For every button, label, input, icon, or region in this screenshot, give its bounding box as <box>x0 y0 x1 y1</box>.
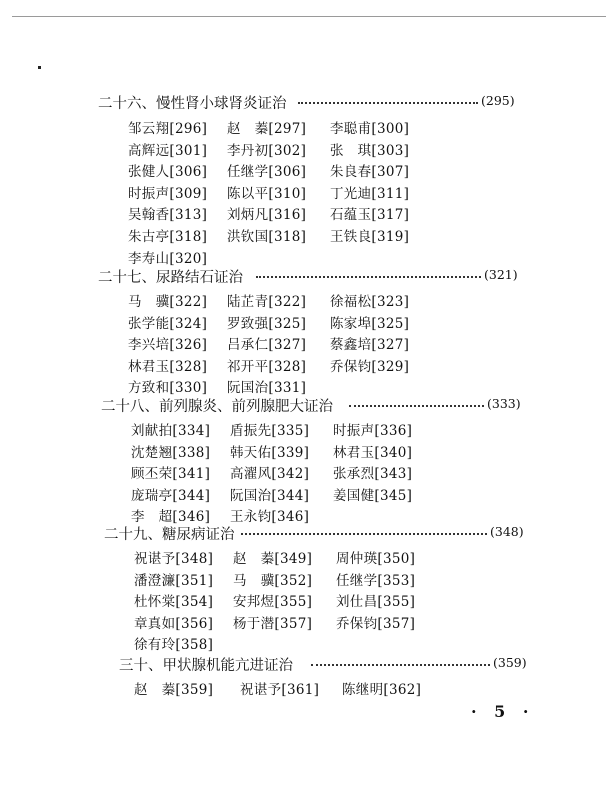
author-entry: 乔保钧[329] <box>330 358 410 375</box>
section-title: 二十七、尿路结石证治 <box>98 270 243 286</box>
author-entry: 朱良春[307] <box>330 164 410 181</box>
author-entry: 林君玉[328] <box>128 358 208 375</box>
author-entry: 祁开平[328] <box>227 358 307 375</box>
author-entry: 吴翰香[313] <box>128 207 208 224</box>
section-title: 三十、甲状腺机能亢进证治 <box>119 658 293 674</box>
author-entry: 张承烈[343] <box>333 466 413 483</box>
author-entry: 阮国治[344] <box>230 487 310 504</box>
author-entry: 陈继明[362] <box>342 682 422 698</box>
author-entry: 杨于潜[357] <box>233 615 313 632</box>
author-entry: 张学能[324] <box>128 315 208 332</box>
scan-speck <box>38 66 41 69</box>
author-entry: 林君玉[340] <box>333 444 413 461</box>
author-entry: 沈楚翘[338] <box>131 444 211 461</box>
author-entry: 安邦煜[355] <box>233 594 313 611</box>
author-entry: 韩天佑[339] <box>230 444 310 461</box>
author-entry: 洪钦国[318] <box>227 229 307 245</box>
author-entry: 高濯风[342] <box>230 466 310 483</box>
author-entry: 赵 蓁[297] <box>227 121 307 137</box>
author-entry: 乔保钧[357] <box>336 615 416 632</box>
author-entry: 李丹初[302] <box>227 142 307 159</box>
author-entry: 陆芷青[322] <box>227 294 307 310</box>
author-entry: 时振声[309] <box>128 185 208 202</box>
author-entry: 方致和[330] <box>128 380 208 397</box>
author-entry: 蔡鑫培[327] <box>330 337 410 354</box>
section-title: 二十八、前列腺炎、前列腺肥大证治 <box>101 399 333 415</box>
dot-leader <box>241 533 487 535</box>
author-entry: 李兴培[326] <box>128 337 208 354</box>
dot-leader <box>311 664 490 666</box>
author-entry: 李 超[346] <box>131 509 211 526</box>
author-entry: 赵 蓁[349] <box>233 551 313 567</box>
author-entry: 马 骥[322] <box>128 294 208 310</box>
author-entry: 罗致强[325] <box>227 315 307 332</box>
author-entry: 刘献拍[334] <box>131 423 211 439</box>
author-entry: 顾丕荣[341] <box>131 466 211 483</box>
author-entry: 张 琪[303] <box>330 142 410 159</box>
dot-leader <box>298 102 478 104</box>
author-entry: 周仲瑛[350] <box>336 551 416 567</box>
author-entry: 高辉远[301] <box>128 142 208 159</box>
author-entry: 王永钧[346] <box>230 509 310 526</box>
author-entry: 任继学[353] <box>336 572 416 589</box>
author-entry: 石蕴玉[317] <box>330 207 410 224</box>
author-entry: 赵 蓁[359] <box>134 682 214 698</box>
author-entry: 刘仕昌[355] <box>336 594 416 611</box>
author-entry: 徐福松[323] <box>330 294 410 310</box>
author-entry: 吕承仁[327] <box>227 337 307 354</box>
section-title: 二十六、慢性肾小球肾炎证治 <box>98 96 287 112</box>
dot-leader <box>256 276 481 278</box>
author-entry: 刘炳凡[316] <box>227 207 307 224</box>
author-entry: 徐有玲[358] <box>134 637 214 654</box>
author-entry: 姜国健[345] <box>333 487 413 504</box>
author-entry: 马 骥[352] <box>233 572 313 589</box>
author-entry: 李聪甫[300] <box>330 121 410 137</box>
top-rule <box>12 16 606 17</box>
section-page-number: (295) <box>481 93 515 108</box>
author-entry: 时振声[336] <box>333 423 413 439</box>
author-entry: 朱古亭[318] <box>128 229 208 245</box>
author-entry: 庞瑞亭[344] <box>131 487 211 504</box>
author-entry: 王铁良[319] <box>330 229 410 245</box>
author-entry: 章真如[356] <box>134 615 214 632</box>
author-entry: 祝谌予[361] <box>240 682 320 698</box>
section-page-number: (333) <box>487 396 521 411</box>
author-entry: 张健人[306] <box>128 164 208 181</box>
author-entry: 陈以平[310] <box>227 185 307 202</box>
section-page-number: (359) <box>493 655 527 670</box>
section-page-number: (321) <box>484 267 518 282</box>
author-entry: 潘澄濂[351] <box>134 572 214 589</box>
author-entry: 李寿山[320] <box>128 250 208 267</box>
section-page-number: (348) <box>490 524 524 539</box>
author-entry: 陈家埠[325] <box>330 315 410 332</box>
dot-leader <box>349 405 484 407</box>
page-number: · 5 · <box>471 702 535 721</box>
section-title: 二十九、糖尿病证治 <box>104 527 235 543</box>
author-entry: 任继学[306] <box>227 164 307 181</box>
author-entry: 杜怀棠[354] <box>134 594 214 611</box>
author-entry: 盾振先[335] <box>230 423 310 439</box>
author-entry: 邹云翔[296] <box>128 121 208 137</box>
author-entry: 阮国治[331] <box>227 380 307 397</box>
author-entry: 丁光迪[311] <box>330 185 410 202</box>
author-entry: 祝谌予[348] <box>134 551 214 567</box>
